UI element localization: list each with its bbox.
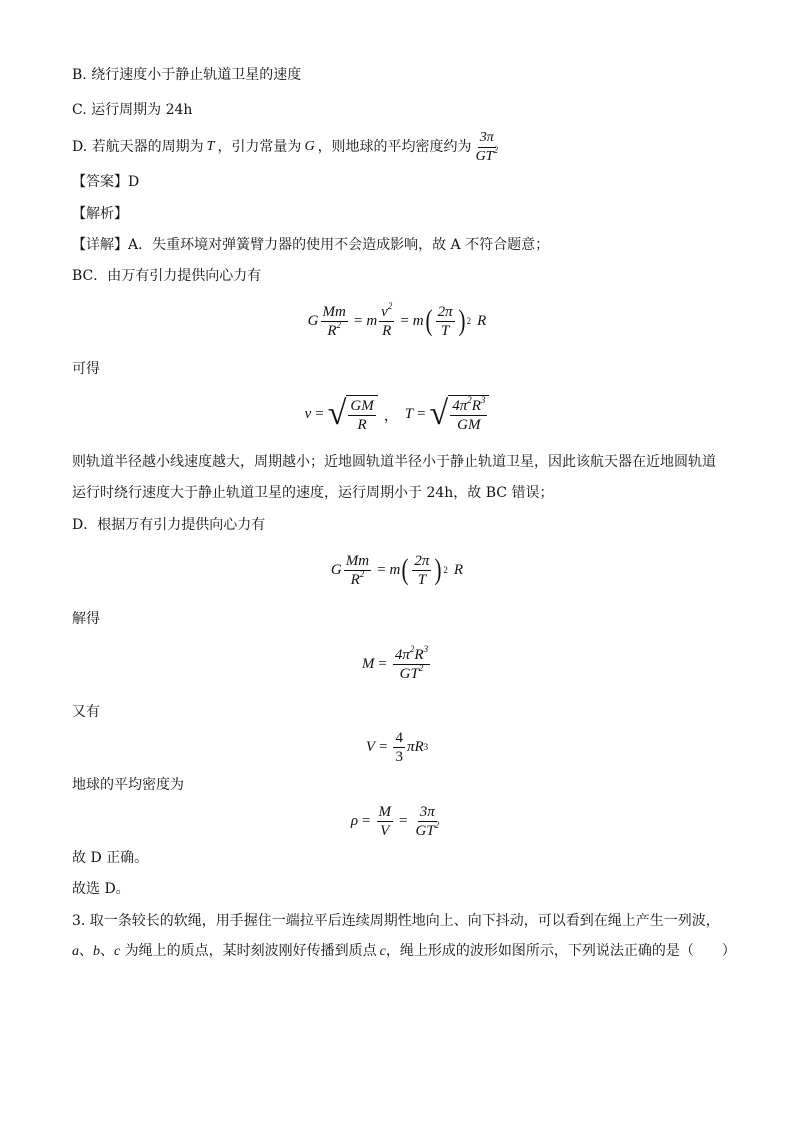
eq2-sqrt-2 [430,395,490,433]
option-d-T: T [206,139,215,154]
eq1-lparen: ( [425,304,433,337]
q3-point-a: a [72,944,79,959]
den-exponent: 2 [493,144,498,155]
eq1-Rend: R [477,312,487,329]
eq6-T-exp: 2 [434,819,440,830]
equation-5: V = $\frac{4}{3}$ π R 3 [365,729,429,765]
q3-point-c-2: c [379,944,386,959]
eq3-Rend: R [453,561,464,578]
eq2-v: v [304,405,312,422]
can-get: 可得 [72,361,100,377]
fraction-numerator: 3π [478,130,496,148]
equation-2 [0,390,794,438]
equation-1: G $\frac{Mm}{R^2}$ = m $\frac{v^2}{R}$ = m ( $\frac{2\pi}{T}$ ) 2 R [307,300,487,339]
option-b: B. 绕行速度小于静止轨道卫星的速度 [72,67,302,83]
density-label: 地球的平均密度为 [72,777,184,793]
eq3-T: T [417,571,427,588]
option-d-suffix: ，则地球的平均密度约为 [317,139,472,155]
eq1-R2 [325,319,343,339]
eq3-frac-mm [344,553,371,588]
eq3-frac-2pi [412,553,431,588]
eq2-R-exp: 3 [480,395,486,405]
eq1-Mm: Mm [322,303,346,320]
eq3-equals: = [377,561,386,578]
eq2-4pi: 4π [452,398,468,414]
option-d [72,129,732,164]
eq5-4: 4 [395,729,403,746]
eq6-V: V [380,822,390,839]
eq2-GM2: GM [457,417,481,433]
option-d-fraction [474,130,500,165]
detail-line-3: 则轨道半径越小线速度越大，周期越小；近地圆轨道半径小于静止轨道卫星，因此该航天器在近地圆轨道 [72,454,716,470]
eq3-Mm: Mm [345,552,370,569]
eq2-num [450,395,487,416]
detail-line-4: 运行时绕行速度大于静止轨道卫星的速度，运行周期小于 24h，故 BC 错误； [72,485,554,501]
eq5-R: R [414,738,424,755]
eq1-frac-2pi [436,304,455,339]
eq1-G: G [307,312,319,329]
equation-3: G $\frac{Mm}{R^2}$ = m ( $\frac{2\pi}{T}$ ) 2 R [330,552,464,588]
detail-line-2: BC．由万有引力提供向心力有 [72,268,262,284]
question-3-line-2 [72,942,736,961]
eq4-pi-exp: 2 [409,643,415,654]
eq2-GM: GM [350,398,374,414]
eq2-R: R [357,417,367,433]
equation-4 [0,641,794,687]
eq4-M: M [361,655,375,672]
eq1-R2-text: R [327,322,337,339]
analysis-label: 【解析】 [72,206,128,222]
eq5-frac [393,730,405,765]
q3-point-c: c [114,944,121,959]
eq6-den [413,819,441,839]
eq2-R3: R [471,398,481,414]
eq6-frac-3pi [413,804,441,839]
eq6-equals-2: = [399,812,408,829]
eq5-pi: π [406,738,415,755]
eq1-2pi: 2π [437,303,453,320]
eq3-m: m [389,561,401,578]
eq1-equals-2: = [400,312,409,329]
eq1-frac-v2 [379,300,394,339]
eq5-3: 3 [395,748,403,765]
eq4-frac [393,643,430,682]
eq4-R: R [414,646,424,663]
q3-mid-text: 为绳上的质点，某时刻波刚好传播到质点 [120,943,377,959]
den-text: GT [475,148,494,164]
detail-line-5: D．根据万有引力提供向心力有 [72,517,266,533]
eq1-rparen: ) [458,304,466,337]
eq4-den [398,662,426,682]
option-c: C. 运行周期为 24h [72,102,193,118]
eq3-R2-exp: 2 [359,568,365,579]
fraction-denominator [474,144,500,165]
eq4-num [393,643,430,665]
eq2-sqrt-2-content [448,395,489,433]
eq2-equals-2: = [417,405,426,422]
eq2-comma: ， [383,407,399,424]
eq6-M: M [378,803,391,820]
also-label: 又有 [72,704,100,720]
option-d-G: G [304,139,315,154]
q3-sep-2: 、 [100,943,114,959]
eq2-T: T [404,405,414,422]
solve-label: 解得 [72,611,100,627]
d-correct: 故 D 正确。 [72,850,149,866]
eq1-v-exp: 2 [387,300,393,311]
eq2-equals-1: = [315,405,324,422]
eq1-R2-exp: 2 [336,319,342,330]
eq2-sqrt-1-content [346,395,377,433]
q3-sep-1: 、 [79,943,93,959]
eq1-equals-1: = [353,312,363,329]
eq1-v2 [379,300,394,322]
detail-line-1: 【详解】A．失重环境对弹簧臂力器的使用不会造成影响，故 A 不符合题意； [72,237,550,253]
eq3-G: G [330,561,342,578]
option-d-prefix: D. 若航天器的周期为 [72,139,204,155]
eq1-frac-mm [321,304,348,339]
eq1-v-text: v [381,303,388,320]
eq2-sqrt-1 [328,395,378,433]
eq6-rho: ρ [350,812,359,829]
eq4-4pi: 4π [394,646,410,663]
q3-end-text: ，绳上形成的波形如图所示，下列说法正确的是（ ） [385,943,736,959]
eq1-m2: m [412,312,424,329]
eq3-lparen: ( [401,553,409,586]
sqrt-symbol: √ [327,395,347,432]
eq4-T-exp: 2 [418,662,424,673]
eq3-R2 [349,568,367,588]
eq1-R: R [382,322,392,339]
eq4-R-exp: 3 [423,643,429,654]
eq3-rparen: ) [434,553,442,586]
equation-6 [0,798,794,844]
eq6-GT: GT [415,822,435,839]
eq2-frac-4pi [450,395,487,433]
choose-d: 故选 D。 [72,881,130,897]
eq2-pi-exp: 2 [467,395,472,405]
eq1-T: T [440,322,450,339]
q3-point-b: b [93,944,100,959]
eq3-R2-text: R [350,571,360,588]
eq6-frac-mv [377,804,394,839]
eq5-V: V [365,738,375,755]
eq6-equals-1: = [362,812,371,829]
question-3-line-1: 3. 取一条较长的软绳，用手握住一端拉平后连续周期性地向上、向下抖动，可以看到在绳上产生一列波， [72,913,720,929]
eq5-equals: = [379,738,388,755]
eq1-m1: m [366,312,378,329]
answer-label: 【答案】D [72,174,140,190]
eq3-2pi: 2π [414,552,430,569]
eq4-GT: GT [399,665,419,682]
eq4-equals: = [378,655,387,672]
option-d-mid: ，引力常量为 [217,139,302,155]
eq2-frac-gm [348,398,375,433]
sqrt-symbol: √ [429,395,449,432]
eq6-3pi: 3π [419,803,435,820]
